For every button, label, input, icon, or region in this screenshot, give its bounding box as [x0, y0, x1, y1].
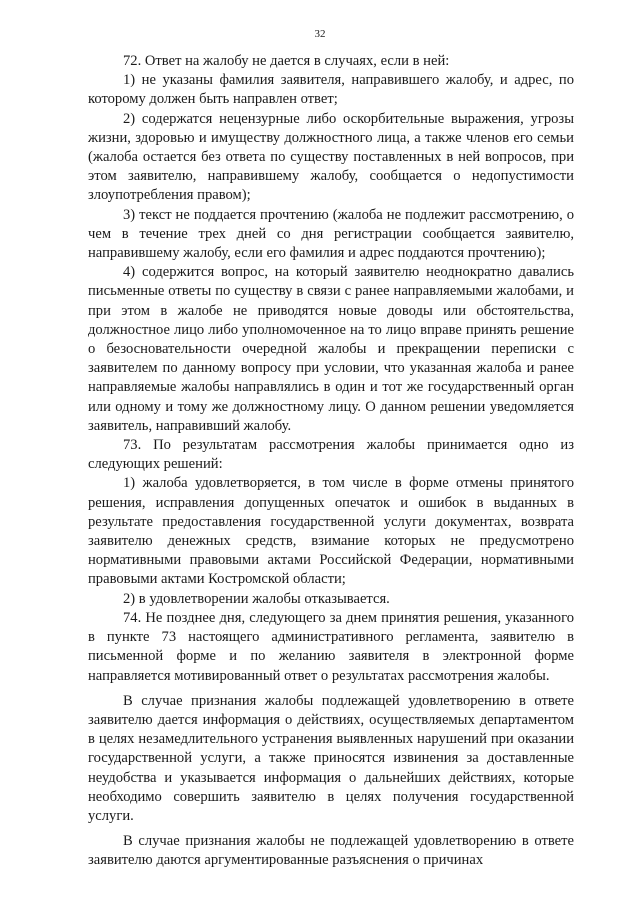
paragraph-72-item-4: 4) содержится вопрос, на который заявителю неоднократно давались письменные ответы по существу в связи с ранее направляемыми жалобами, и при этом в жалобе не приводятся новые доводы или обстоятельства, должностное лицо либо уполномоченное на то лицо вправе принять решение о безосновательности очередной жалобы и прекращении переписки с заявителем по данному вопросу при условии, что указанная жалоба и ранее направляемые жалобы направлялись в один и тот же государственный орган или одному и тому же должностному лицу. О данном решении уведомляется заявитель, направивший жалобу. — [88, 264, 574, 434]
paragraph-72-item-1: 1) не указаны фамилия заявителя, направившего жалобу, и адрес, по которому должен быть направлен ответ; — [88, 72, 574, 108]
paragraph-72-item-3: 3) текст не поддается прочтению (жалоба не подлежит рассмотрению, о чем в течение трех дней со дня регистрации сообщается заявителю, направившему жалобу, если его фамилия и адрес поддаются прочтению); — [88, 206, 574, 262]
paragraph-rejected-case: В случае признания жалобы не подлежащей удовлетворению в ответе заявителю даются аргументированные разъяснения о причинах — [88, 833, 574, 869]
paragraph-73-intro: 73. По результатам рассмотрения жалобы принимается одно из следующих решений: — [88, 437, 574, 473]
paragraph-satisfied-case: В случае признания жалобы подлежащей удовлетворению в ответе заявителю дается информация о действиях, осуществляемых департаментом в целях незамедлительного устранения выявленных нарушений при оказании государственной услуги, а также приносятся извинения за доставленные неудобства и указывается информация о дальнейших действиях, которые необходимо совершить заявителю в целях получения государственной услуги. — [88, 692, 574, 824]
paragraph-72-item-2: 2) содержатся нецензурные либо оскорбительные выражения, угрозы жизни, здоровью и имуществу должностного лица, а также членов его семьи (жалоба остается без ответа по существу поставленных в ней вопросов, при этом заявителю, направившему жалобу, сообщается о недопустимости злоупотребления правом); — [88, 110, 574, 204]
paragraph-73-item-2: 2) в удовлетворении жалобы отказывается. — [123, 590, 390, 607]
paragraph-73-item-1: 1) жалоба удовлетворяется, в том числе в форме отмены принятого решения, исправления допущенных опечаток и ошибок в выданных в результате предоставления государственной услуги документах, возврата заявителю денежных средств, взимание которых не предусмотрено нормативными правовыми актами Российской Федерации, нормативными правовыми актами Костромской области; — [88, 475, 574, 588]
paragraph-74: 74. Не позднее дня, следующего за днем принятия решения, указанного в пункте 73 настоящего административного регламента, заявителю в письменной форме и по желанию заявителя в электронной форме направляется мотивированный ответ о результатах рассмотрения жалобы. — [88, 609, 574, 684]
paragraph-72-intro: 72. Ответ на жалобу не дается в случаях, если в ней: — [123, 53, 450, 69]
page-number: 32 — [314, 28, 326, 40]
document-body — [88, 52, 574, 871]
